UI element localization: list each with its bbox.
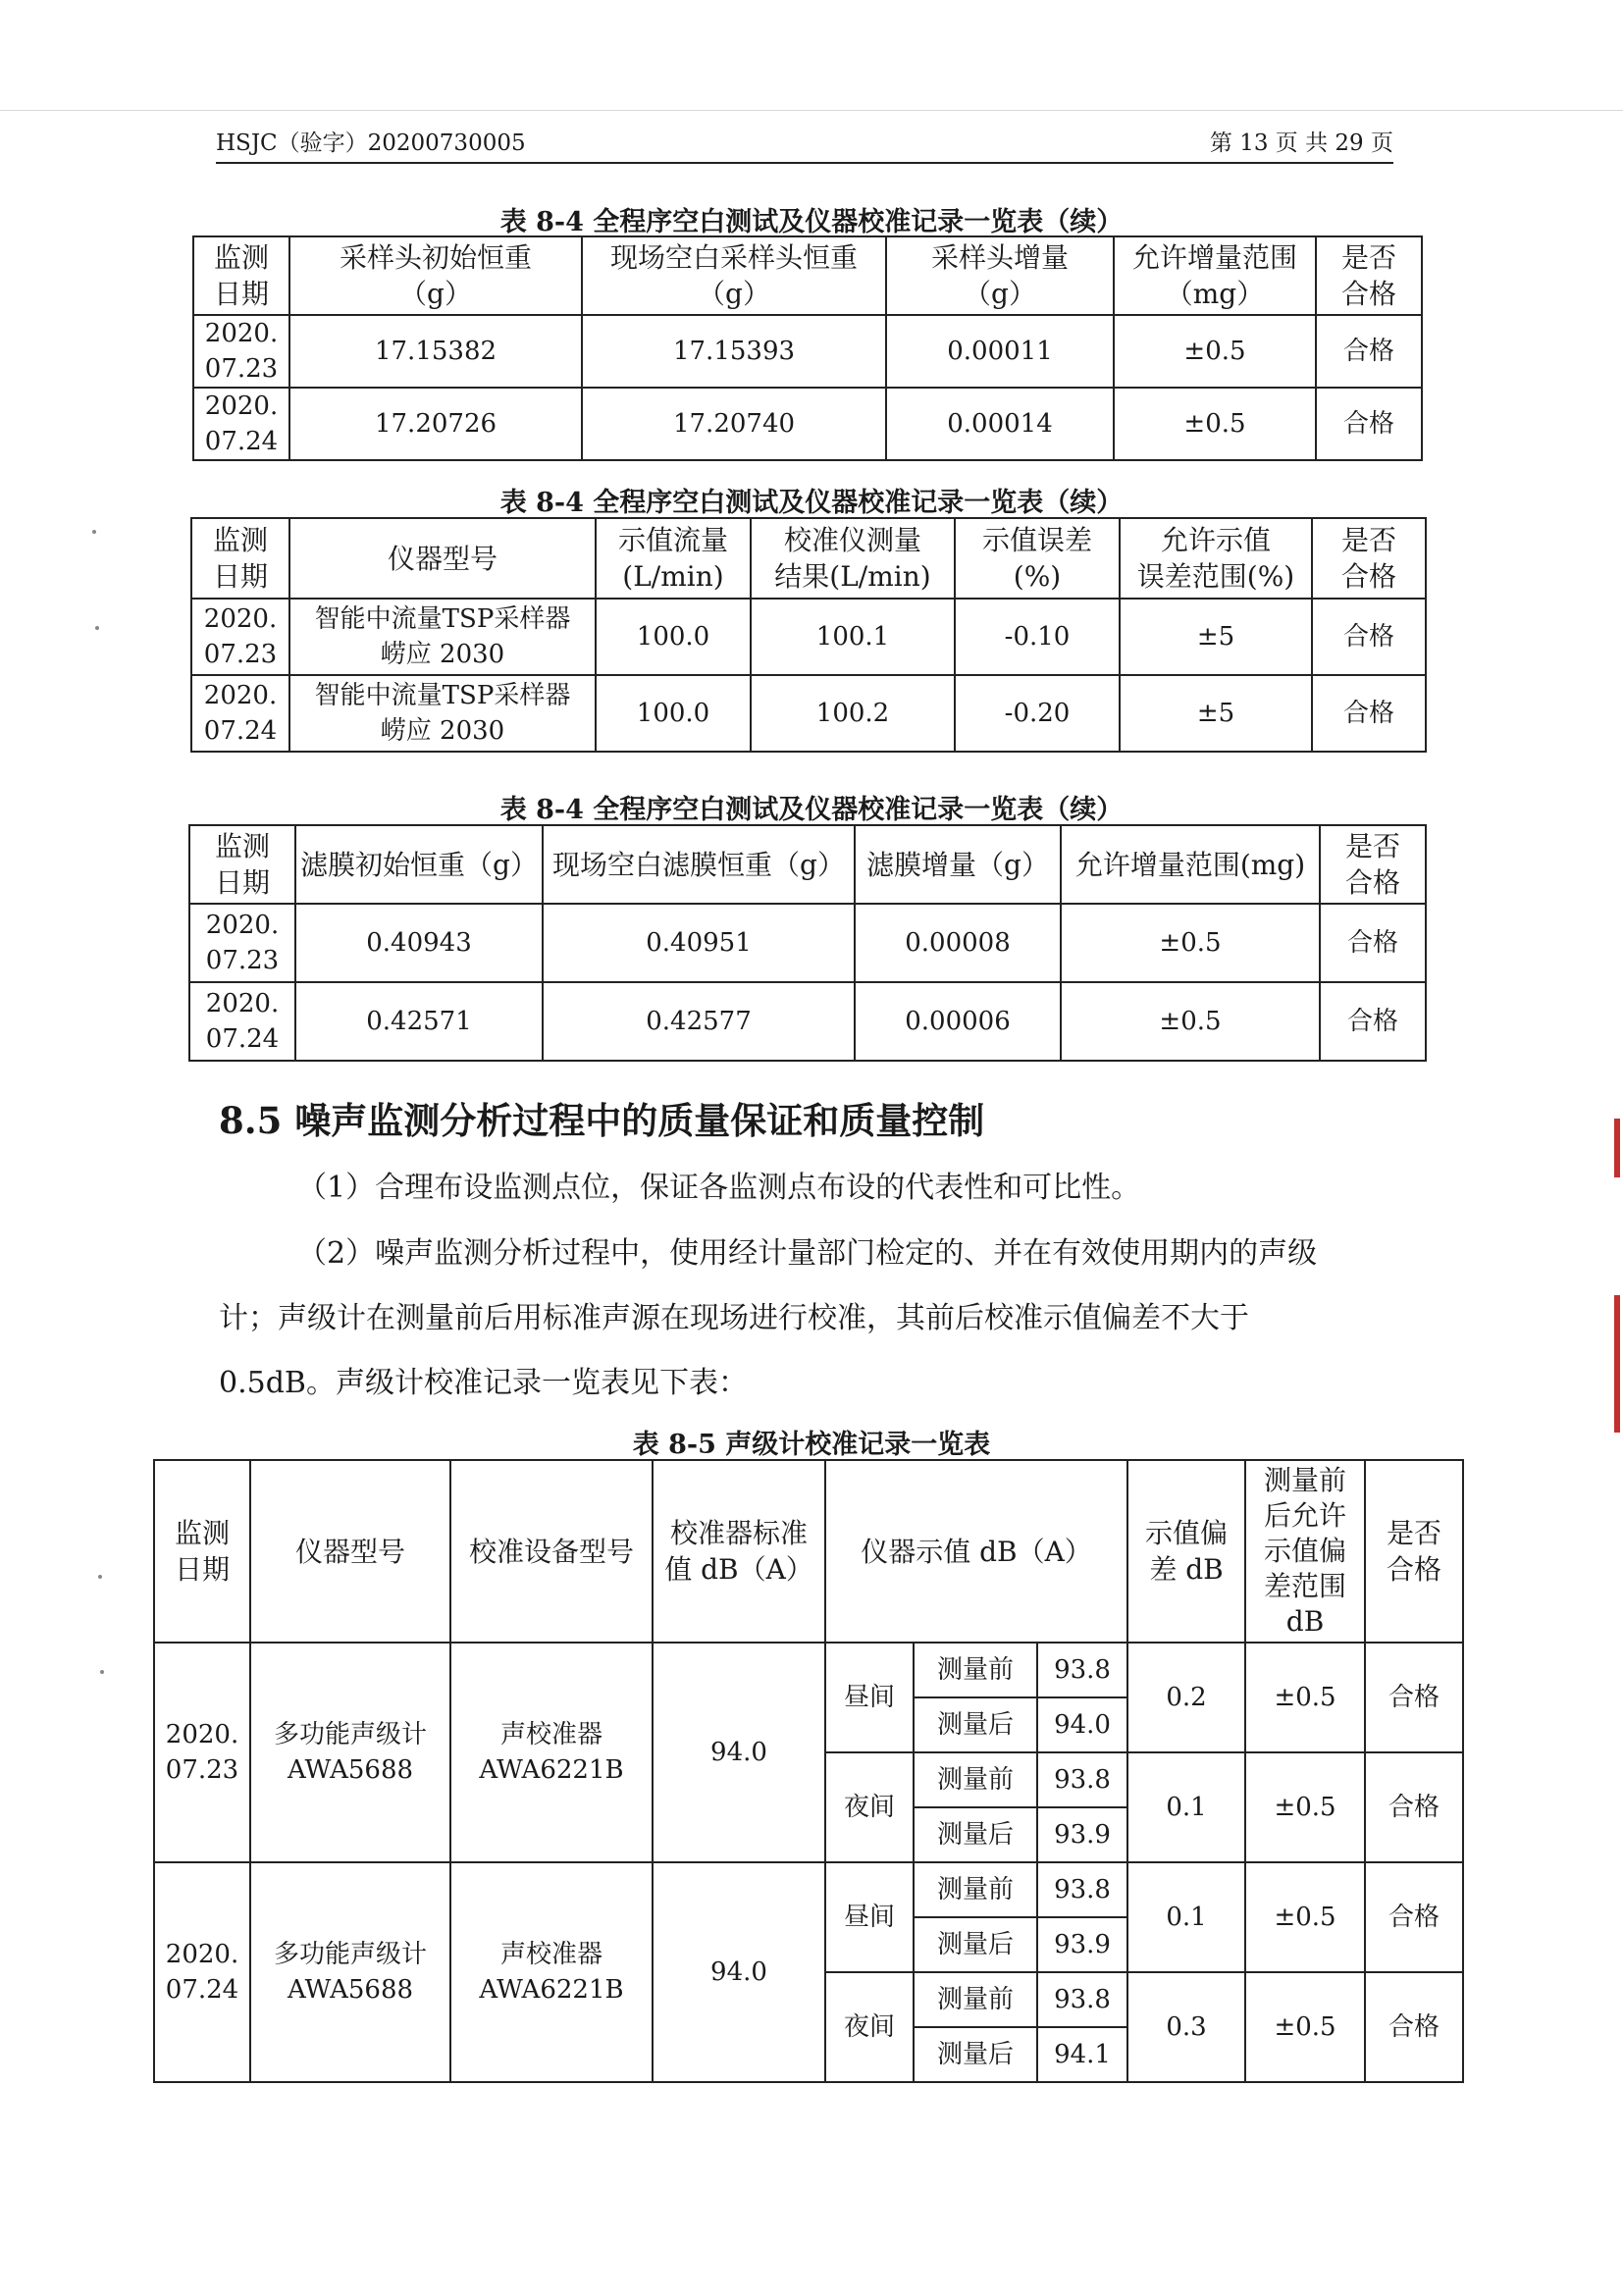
table-cell: 夜间 — [825, 1972, 914, 2082]
column-header: 是否 合格 — [1312, 518, 1426, 599]
table-caption: 表 8-4 全程序空白测试及仪器校准记录一览表（续） — [499, 207, 1124, 237]
table-row — [189, 904, 1426, 982]
table-cell: 合格 — [1312, 599, 1426, 675]
table-cell: 0.40951 — [543, 904, 855, 982]
column-header: 允许示值 误差范围(%) — [1120, 518, 1312, 599]
table-header-row — [193, 236, 1422, 315]
table-caption: 表 8-4 全程序空白测试及仪器校准记录一览表（续） — [499, 795, 1124, 825]
table-caption: 表 8-4 全程序空白测试及仪器校准记录一览表（续） — [499, 488, 1124, 518]
table-cell: 0.00011 — [886, 315, 1114, 388]
column-header: 示值误差 (%) — [955, 518, 1120, 599]
column-header: 校准设备型号 — [450, 1460, 653, 1643]
table-cell: 声校准器 AWA6221B — [450, 1643, 653, 1862]
table-cell: 智能中流量TSP采样器 崂应 2030 — [289, 675, 596, 752]
table-cell: 测量前 — [914, 1972, 1037, 2027]
column-header: 采样头增量 （g） — [886, 236, 1114, 315]
table-cell: 93.8 — [1037, 1862, 1127, 1917]
table-cell: 0.1 — [1127, 1752, 1245, 1862]
table-cell: 2020. 07.23 — [154, 1643, 250, 1862]
seal-edge-mark — [1614, 1119, 1620, 1177]
column-header: 滤膜初始恒重（g） — [295, 825, 543, 904]
table-cell: 合格 — [1312, 675, 1426, 752]
column-header: 采样头初始恒重 （g） — [289, 236, 582, 315]
table-cell: ±0.5 — [1114, 315, 1316, 388]
table-cell: ±0.5 — [1245, 1972, 1365, 2082]
table-cell: 17.20740 — [582, 388, 886, 460]
column-header: 监测 日期 — [191, 518, 289, 599]
scan-speck — [100, 1670, 104, 1674]
table-row — [154, 1862, 1463, 1917]
table-cell: 2020. 07.23 — [191, 599, 289, 675]
table-cell: 94.0 — [1037, 1697, 1127, 1752]
table-cell: 2020. 07.24 — [154, 1862, 250, 2082]
paragraph-line: 计；声级计在测量前后用标准声源在现场进行校准，其前后校准示值偏差不大于 — [219, 1301, 1249, 1335]
column-header: 校准器标准 值 dB（A） — [653, 1460, 825, 1643]
paragraph-line: （1）合理布设监测点位，保证各监测点布设的代表性和可比性。 — [297, 1171, 1141, 1205]
scan-speck — [95, 626, 99, 630]
scan-speck — [92, 530, 96, 534]
header-rule — [216, 162, 1393, 164]
column-header: 仪器示值 dB（A） — [825, 1460, 1127, 1643]
table-row — [189, 982, 1426, 1061]
table-cell: 测量后 — [914, 2027, 1037, 2082]
table-cell: 0.40943 — [295, 904, 543, 982]
table-cell: ±0.5 — [1245, 1862, 1365, 1972]
table-cell: ±0.5 — [1114, 388, 1316, 460]
table-row — [193, 315, 1422, 388]
table-cell: 0.1 — [1127, 1862, 1245, 1972]
table-cell: ±0.5 — [1245, 1752, 1365, 1862]
table-cell: 多功能声级计 AWA5688 — [250, 1643, 450, 1862]
table-cell: 0.00006 — [855, 982, 1061, 1061]
table-cell: 夜间 — [825, 1752, 914, 1862]
page-header — [216, 125, 1393, 164]
table-cell: 多功能声级计 AWA5688 — [250, 1862, 450, 2082]
table-cell: 合格 — [1320, 982, 1426, 1061]
section-title: 8.5 噪声监测分析过程中的质量保证和质量控制 — [219, 1099, 985, 1142]
table-cell: ±0.5 — [1245, 1643, 1365, 1752]
table-cell: 合格 — [1365, 1752, 1463, 1862]
table-cell: 测量前 — [914, 1643, 1037, 1697]
document-id: HSJC（验字）20200730005 — [216, 130, 526, 156]
paragraph-2 — [219, 1222, 1396, 1416]
table-header-row — [154, 1460, 1463, 1643]
table-cell: 2020. 07.24 — [189, 982, 295, 1061]
column-header: 监测 日期 — [189, 825, 295, 904]
column-header: 示值偏 差 dB — [1127, 1460, 1245, 1643]
scan-speck — [98, 1575, 102, 1579]
column-header: 是否 合格 — [1320, 825, 1426, 904]
table-cell: 100.2 — [751, 675, 955, 752]
table-cell: 94.0 — [653, 1643, 825, 1862]
column-header: 是否 合格 — [1316, 236, 1422, 315]
table-cell: 0.00008 — [855, 904, 1061, 982]
table-cell: 测量后 — [914, 1697, 1037, 1752]
page-edge — [0, 110, 1623, 111]
table-cell: 2020. 07.23 — [193, 315, 289, 388]
table-cell: ±0.5 — [1061, 982, 1320, 1061]
table-cell: 100.0 — [596, 675, 751, 752]
table-cell: 94.1 — [1037, 2027, 1127, 2082]
page-number: 第 13 页 共 29 页 — [1209, 130, 1393, 156]
table-cell: 合格 — [1365, 1972, 1463, 2082]
table-cell: 测量前 — [914, 1862, 1037, 1917]
filter-membrane-blank-table — [188, 824, 1427, 1062]
table-cell: 17.15382 — [289, 315, 582, 388]
table-cell: 0.42571 — [295, 982, 543, 1061]
seal-edge-mark — [1614, 1295, 1620, 1433]
table-cell: 合格 — [1365, 1643, 1463, 1752]
table-row — [191, 599, 1426, 675]
table-cell: 昼间 — [825, 1862, 914, 1972]
table-cell: 测量前 — [914, 1752, 1037, 1807]
column-header: 是否 合格 — [1365, 1460, 1463, 1643]
table-cell: 2020. 07.24 — [193, 388, 289, 460]
table-cell: 0.00014 — [886, 388, 1114, 460]
table-cell: 100.1 — [751, 599, 955, 675]
column-header: 现场空白滤膜恒重（g） — [543, 825, 855, 904]
table-cell: 昼间 — [825, 1643, 914, 1752]
table-cell: 93.8 — [1037, 1643, 1127, 1697]
table-cell: 93.8 — [1037, 1972, 1127, 2027]
column-header: 仪器型号 — [250, 1460, 450, 1643]
table-cell: 2020. 07.23 — [189, 904, 295, 982]
column-header: 仪器型号 — [289, 518, 596, 599]
table-cell: ±0.5 — [1061, 904, 1320, 982]
table-row — [154, 1643, 1463, 1697]
table-cell: 0.2 — [1127, 1643, 1245, 1752]
flow-calibration-table — [190, 517, 1427, 753]
column-header: 滤膜增量（g） — [855, 825, 1061, 904]
column-header: 示值流量 (L/min) — [596, 518, 751, 599]
table-cell: 合格 — [1365, 1862, 1463, 1972]
column-header: 现场空白采样头恒重 （g） — [582, 236, 886, 315]
table-cell: 合格 — [1316, 388, 1422, 460]
table-cell: 94.0 — [653, 1862, 825, 2082]
column-header: 测量前 后允许 示值偏 差范围 dB — [1245, 1460, 1365, 1643]
table-caption: 表 8-5 声级计校准记录一览表 — [632, 1430, 991, 1460]
table-row — [193, 388, 1422, 460]
table-header-row — [189, 825, 1426, 904]
column-header: 监测 日期 — [193, 236, 289, 315]
paragraph-line: 0.5dB。声级计校准记录一览表见下表： — [219, 1366, 748, 1400]
table-cell: 测量后 — [914, 1807, 1037, 1862]
table-cell: 93.9 — [1037, 1807, 1127, 1862]
table-cell: -0.20 — [955, 675, 1120, 752]
column-header: 校准仪测量 结果(L/min) — [751, 518, 955, 599]
table-cell: ±5 — [1120, 599, 1312, 675]
table-cell: 2020. 07.24 — [191, 675, 289, 752]
table-row — [191, 675, 1426, 752]
column-header: 允许增量范围 （mg） — [1114, 236, 1316, 315]
table-cell: 0.3 — [1127, 1972, 1245, 2082]
table-cell: 17.15393 — [582, 315, 886, 388]
table-cell: 93.9 — [1037, 1917, 1127, 1972]
table-cell: 100.0 — [596, 599, 751, 675]
paragraph-line: （2）噪声监测分析过程中，使用经计量部门检定的、并在有效使用期内的声级 — [297, 1236, 1318, 1271]
table-cell: 93.8 — [1037, 1752, 1127, 1807]
table-cell: 智能中流量TSP采样器 崂应 2030 — [289, 599, 596, 675]
table-cell: ±5 — [1120, 675, 1312, 752]
paragraph-1 — [219, 1156, 1475, 1221]
table-cell: 声校准器 AWA6221B — [450, 1862, 653, 2082]
table-cell: 合格 — [1320, 904, 1426, 982]
sound-level-calibration-table — [153, 1459, 1464, 2083]
sampling-head-blank-table — [192, 235, 1423, 461]
table-cell: 17.20726 — [289, 388, 582, 460]
table-cell: 0.42577 — [543, 982, 855, 1061]
column-header: 允许增量范围(mg) — [1061, 825, 1320, 904]
table-cell: -0.10 — [955, 599, 1120, 675]
column-header: 监测 日期 — [154, 1460, 250, 1643]
table-cell: 合格 — [1316, 315, 1422, 388]
table-header-row — [191, 518, 1426, 599]
table-cell: 测量后 — [914, 1917, 1037, 1972]
